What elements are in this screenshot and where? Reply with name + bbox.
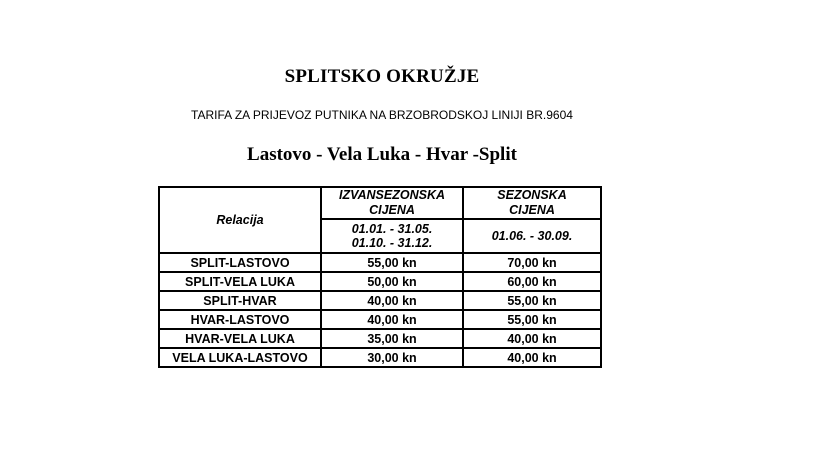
off-season-dates-line1: 01.01. - 31.05. — [351, 222, 433, 236]
page-title: SPLITSKO OKRUŽJE — [284, 66, 480, 87]
table-row — [159, 253, 601, 272]
relation-header: Relacija — [159, 187, 321, 253]
season-price-cell: 70,00 kn — [463, 253, 601, 272]
off-season-price-cell: 40,00 kn — [321, 291, 463, 310]
off-season-price-cell: 55,00 kn — [321, 253, 463, 272]
header-row — [159, 187, 601, 219]
route-cell: HVAR-VELA LUKA — [159, 329, 321, 348]
season-price-cell: 55,00 kn — [463, 291, 601, 310]
route-cell: SPLIT-HVAR — [159, 291, 321, 310]
off-season-header-line1: IZVANSEZONSKA — [338, 188, 446, 202]
season-header — [463, 187, 601, 219]
season-price-cell: 60,00 kn — [463, 272, 601, 291]
off-season-price-cell: 40,00 kn — [321, 310, 463, 329]
route-cell: VELA LUKA-LASTOVO — [159, 348, 321, 367]
tariff-subtitle: TARIFA ZA PRIJEVOZ PUTNIKA NA BRZOBRODSKOJ LINIJI BR.9604 — [191, 108, 573, 122]
season-header-line1: SEZONSKA — [497, 188, 567, 202]
off-season-header — [321, 187, 463, 219]
table-row — [159, 348, 601, 367]
route-cell: HVAR-LASTOVO — [159, 310, 321, 329]
off-season-price-cell: 30,00 kn — [321, 348, 463, 367]
off-season-price-cell: 35,00 kn — [321, 329, 463, 348]
table-row — [159, 329, 601, 348]
route-cell: SPLIT-VELA LUKA — [159, 272, 321, 291]
season-price-cell: 40,00 kn — [463, 329, 601, 348]
off-season-dates — [321, 219, 463, 253]
season-price-cell: 55,00 kn — [463, 310, 601, 329]
season-price-cell: 40,00 kn — [463, 348, 601, 367]
off-season-price-cell: 50,00 kn — [321, 272, 463, 291]
season-dates: 01.06. - 30.09. — [463, 219, 601, 253]
table-row — [159, 291, 601, 310]
table-row — [159, 310, 601, 329]
off-season-header-line2: CIJENA — [369, 203, 415, 217]
route-title: Lastovo - Vela Luka - Hvar -Split — [247, 144, 517, 165]
off-season-dates-line2: 01.10. - 31.12. — [351, 236, 433, 250]
tariff-table — [158, 186, 602, 368]
season-header-line2: CIJENA — [509, 203, 555, 217]
route-cell: SPLIT-LASTOVO — [159, 253, 321, 272]
table-row — [159, 272, 601, 291]
